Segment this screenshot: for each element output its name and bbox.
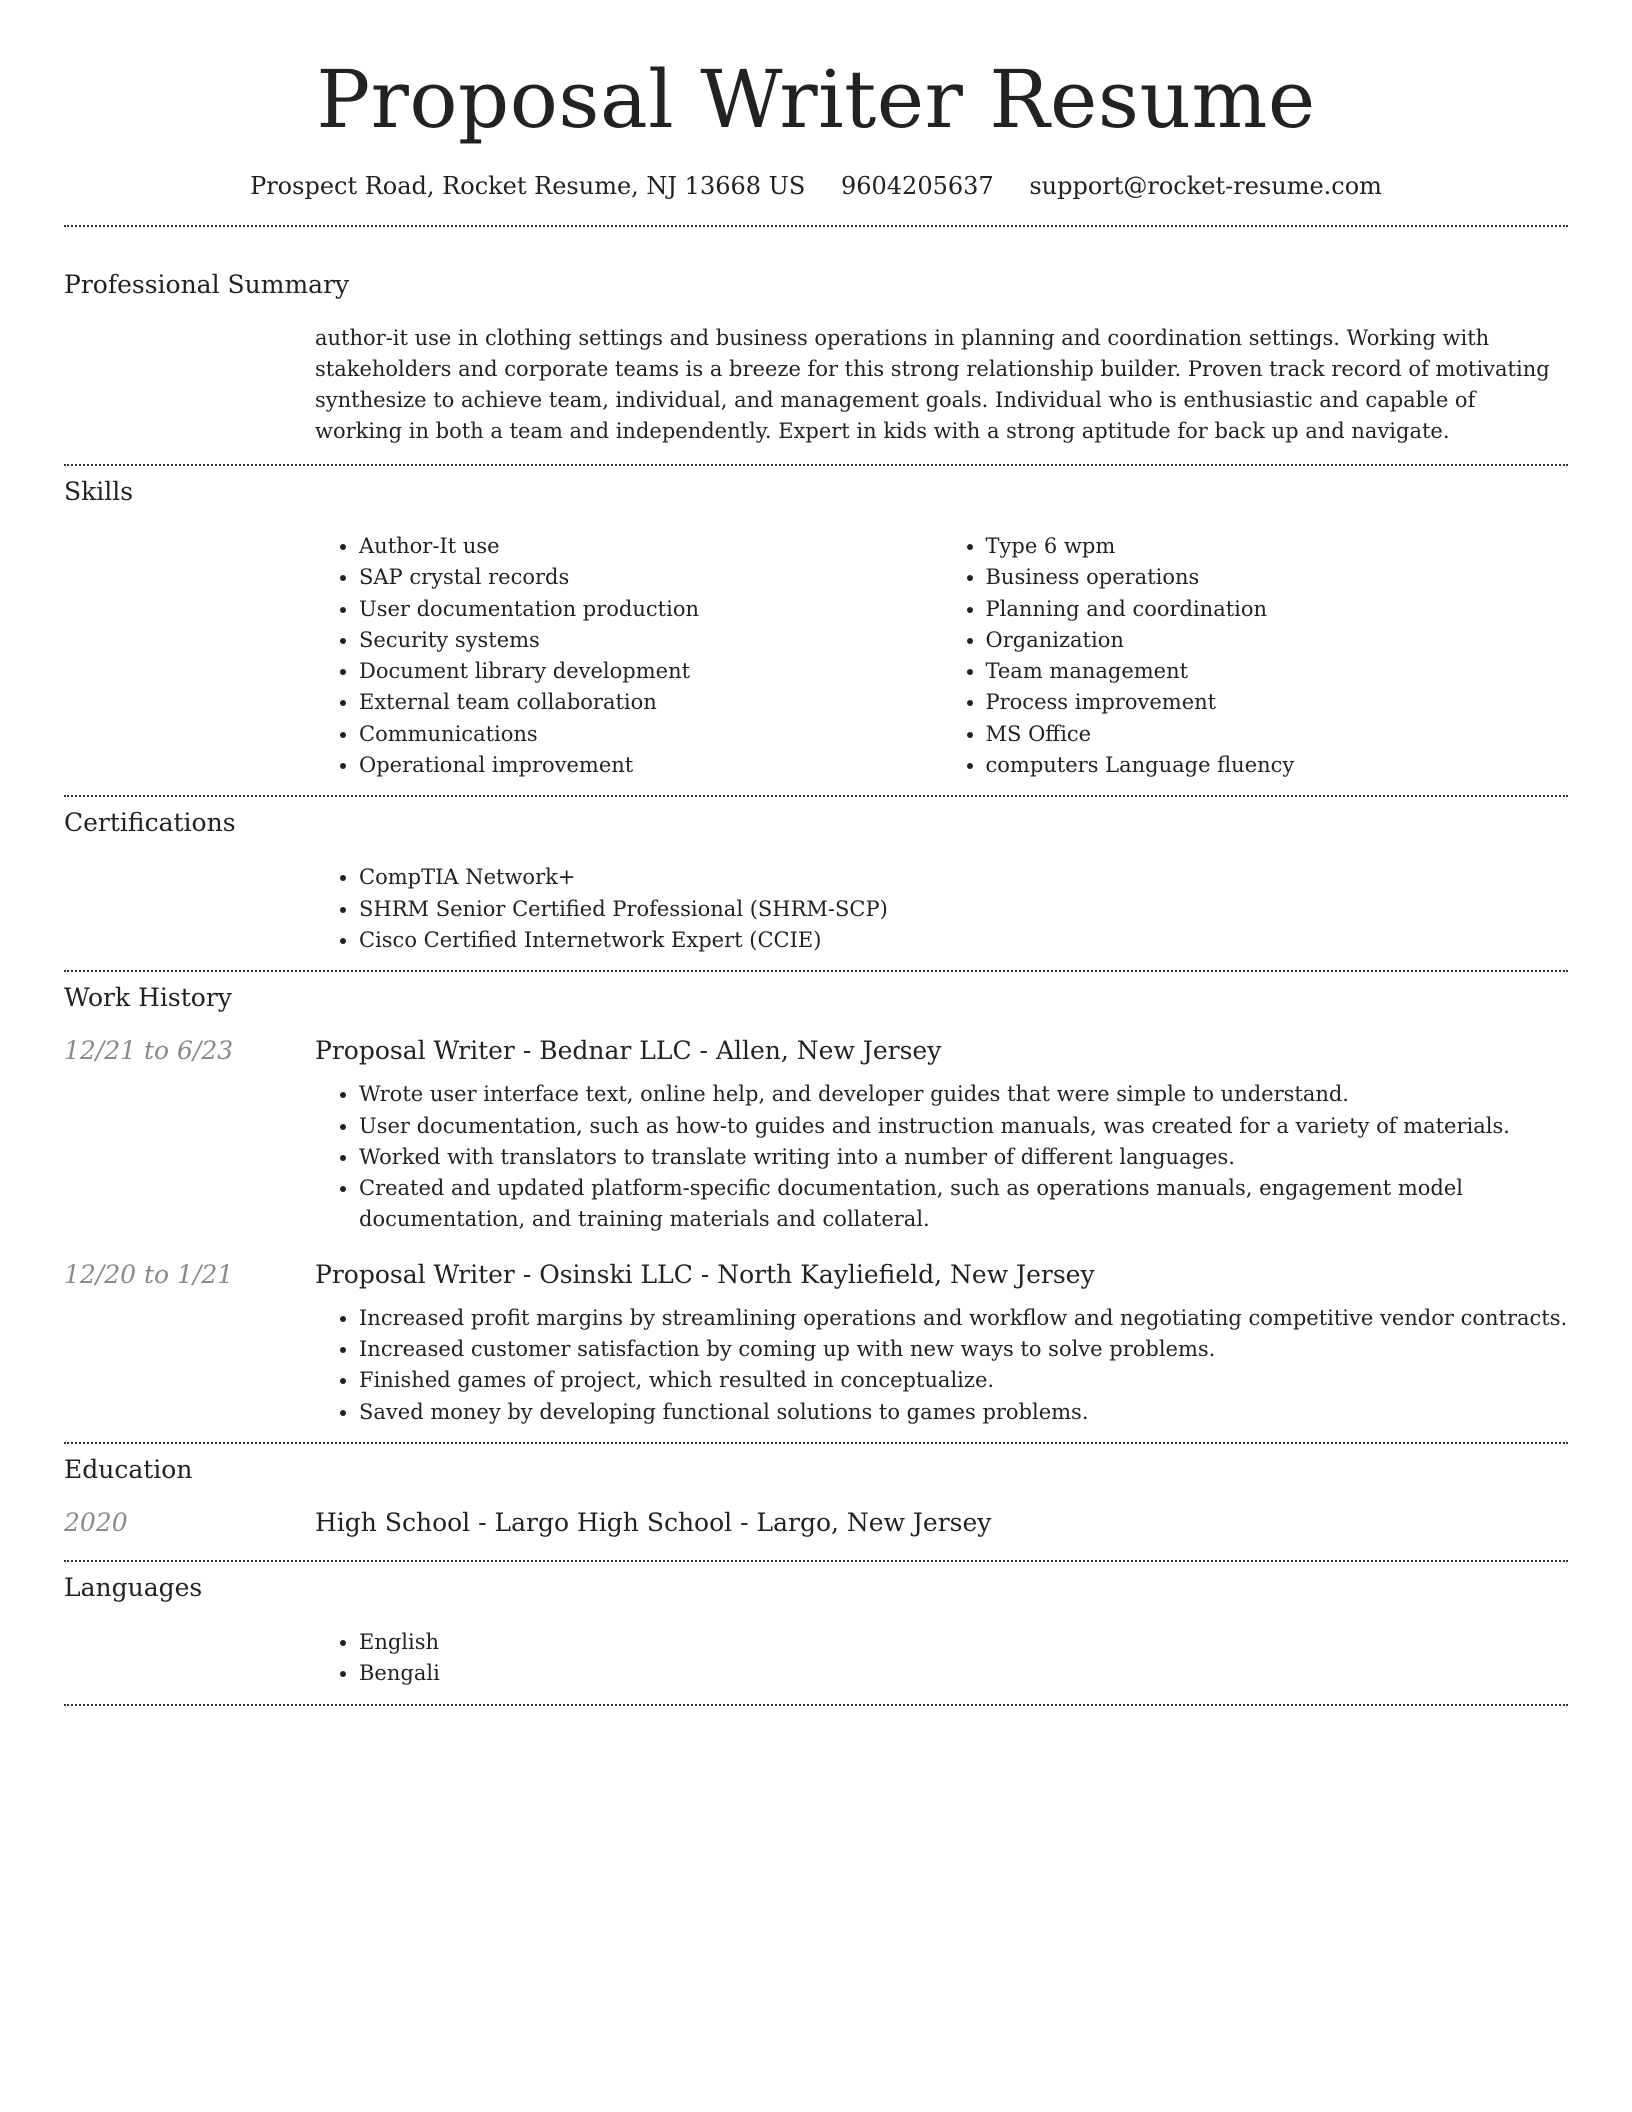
certifications-list bbox=[315, 862, 1568, 956]
job-title: Proposal Writer - Osinski LLC - North Kayliefield, New Jersey bbox=[315, 1259, 1095, 1289]
skill-item: • MS Office bbox=[986, 719, 1569, 750]
skill-item: • Operational improvement bbox=[359, 750, 942, 781]
job-title: Proposal Writer - Bednar LLC - Allen, New Jersey bbox=[315, 1036, 942, 1066]
summary-section bbox=[64, 227, 1568, 447]
job-bullet: • Saved money by developing functional solutions to games problems. bbox=[359, 1397, 1568, 1428]
education-section bbox=[64, 1444, 1568, 1540]
job-bullet: • Wrote user interface text, online help, and developer guides that were simple to understand. bbox=[359, 1079, 1568, 1110]
contact-address: Prospect Road, Rocket Resume, NJ 13668 US bbox=[250, 172, 806, 200]
job-bullet: • Finished games of project, which resulted in conceptualize. bbox=[359, 1365, 1568, 1396]
skill-item: • Team management bbox=[986, 656, 1569, 687]
skill-item: • User documentation production bbox=[359, 594, 942, 625]
section-title-certifications: Certifications bbox=[64, 808, 236, 838]
skill-item: • SAP crystal records bbox=[359, 562, 942, 593]
skill-item: • Type 6 wpm bbox=[986, 531, 1569, 562]
skill-item: • External team collaboration bbox=[359, 687, 942, 718]
job-dates: 12/21 to 6/23 bbox=[64, 1036, 234, 1066]
job-entry bbox=[64, 1034, 1568, 1235]
certifications-body bbox=[315, 862, 1568, 956]
section-title-languages: Languages bbox=[64, 1572, 203, 1602]
skills-grid bbox=[315, 531, 1568, 781]
skills-list-right bbox=[942, 531, 1569, 781]
job-bullet: • Increased customer satisfaction by coming up with new ways to solve problems. bbox=[359, 1334, 1568, 1365]
skills-list-left bbox=[315, 531, 942, 781]
skill-item: • Process improvement bbox=[986, 687, 1569, 718]
job-entry bbox=[64, 1258, 1568, 1428]
job-dates: 12/20 to 1/21 bbox=[64, 1259, 234, 1289]
section-title-summary: Professional Summary bbox=[64, 270, 350, 299]
languages-body bbox=[315, 1627, 1568, 1690]
certification-item: • SHRM Senior Certified Professional (SHRM-SCP) bbox=[359, 894, 1568, 925]
language-item: • English bbox=[359, 1627, 1568, 1658]
contact-phone: 9604205637 bbox=[840, 172, 994, 200]
certification-item: • CompTIA Network+ bbox=[359, 862, 1568, 893]
job-bullets bbox=[315, 1303, 1568, 1428]
skill-item: • Planning and coordination bbox=[986, 594, 1569, 625]
work-section bbox=[64, 972, 1568, 1428]
skill-item: • Organization bbox=[986, 625, 1569, 656]
section-title-skills: Skills bbox=[64, 477, 134, 506]
skill-item: • Author-It use bbox=[359, 531, 942, 562]
languages-list bbox=[315, 1627, 1568, 1690]
job-bullet: • Increased profit margins by streamlining operations and workflow and negotiating competitive vendor contracts. bbox=[359, 1303, 1568, 1334]
skill-item: • computers Language fluency bbox=[986, 750, 1569, 781]
skill-item: • Document library development bbox=[359, 656, 942, 687]
job-header bbox=[64, 1258, 1568, 1292]
job-body bbox=[315, 1303, 1568, 1428]
summary-body bbox=[315, 323, 1568, 447]
languages-section bbox=[64, 1562, 1568, 1690]
section-title-work: Work History bbox=[64, 983, 232, 1013]
job-body bbox=[315, 1079, 1568, 1235]
education-title: High School - Largo High School - Largo, New Jersey bbox=[315, 1507, 992, 1537]
skill-item: • Business operations bbox=[986, 562, 1569, 593]
certification-item: • Cisco Certified Internetwork Expert (CCIE) bbox=[359, 925, 1568, 956]
skill-item: • Communications bbox=[359, 719, 942, 750]
section-title-education: Education bbox=[64, 1454, 193, 1484]
education-entry bbox=[64, 1506, 1568, 1540]
job-header bbox=[64, 1034, 1568, 1068]
job-bullet: • Created and updated platform-specific documentation, such as operations manuals, engagement model documentation, and training materials and collateral. bbox=[359, 1173, 1568, 1236]
certifications-section bbox=[64, 797, 1568, 956]
language-item: • Bengali bbox=[359, 1658, 1568, 1689]
job-bullet: • Worked with translators to translate writing into a number of different languages. bbox=[359, 1142, 1568, 1173]
job-bullet: • User documentation, such as how-to guides and instruction manuals, was created for a variety of materials. bbox=[359, 1111, 1568, 1142]
contact-email: support@rocket-resume.com bbox=[1029, 172, 1382, 200]
resume-title: Proposal Writer Resume bbox=[316, 53, 1316, 146]
skill-item: • Security systems bbox=[359, 625, 942, 656]
job-bullets bbox=[315, 1079, 1568, 1235]
summary-text: author-it use in clothing settings and business operations in planning and coordination settings. Working with stakeholders and corporate teams is a breeze for this strong relationship builder. Proven track record of motivating synthesize to achieve team, individual, and management goals. Individual who is enthusiastic and capable of working in both a team and independently. Expert in kids with a strong aptitude for back up and navigate. bbox=[315, 326, 1550, 443]
skills-section bbox=[64, 466, 1568, 781]
contact-line bbox=[64, 170, 1568, 202]
divider bbox=[64, 1704, 1568, 1706]
education-year: 2020 bbox=[64, 1507, 128, 1537]
